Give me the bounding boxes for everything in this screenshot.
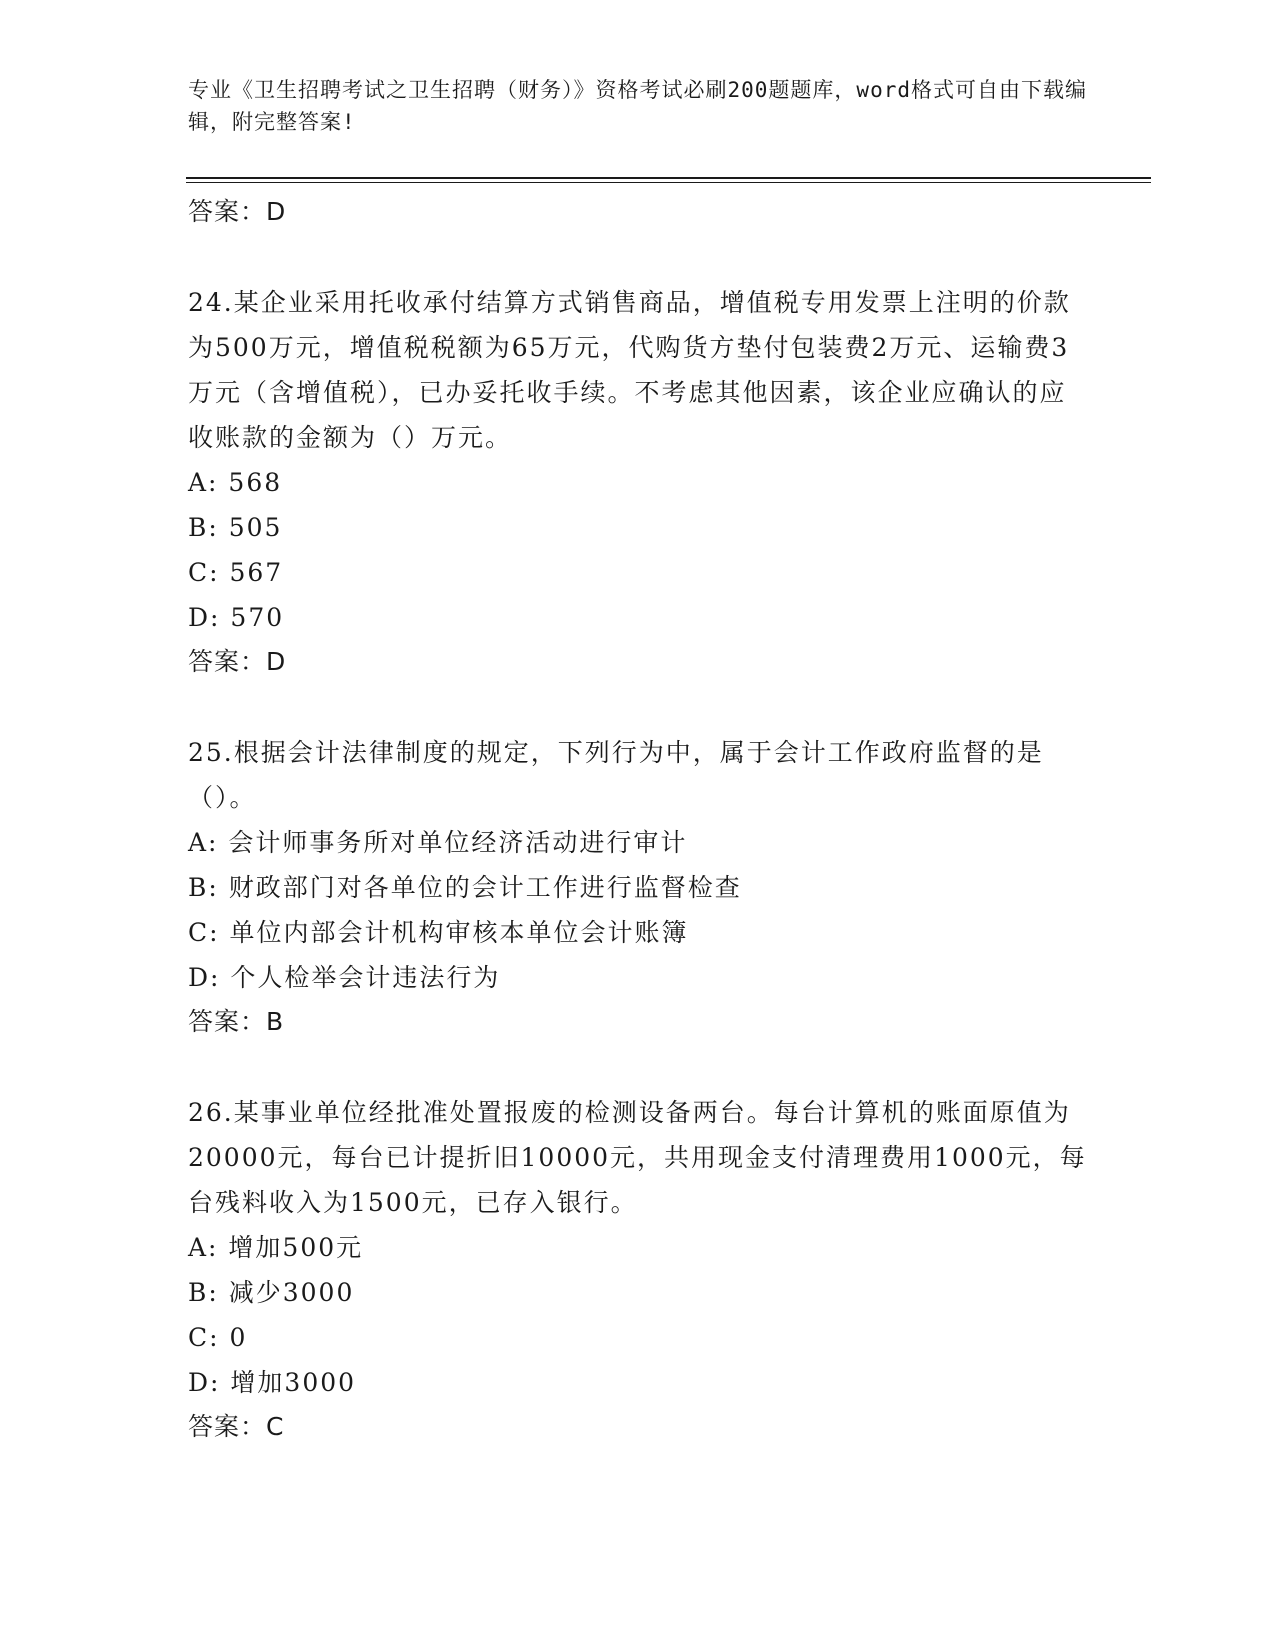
question-26-option-b: B: 减少3000 [188,1278,355,1307]
question-24-option-c: C: 567 [188,558,284,587]
question-25-option-a: A: 会计师事务所对单位经济活动进行审计 [188,828,688,857]
question-26-option-c: C: 0 [188,1323,248,1352]
question-24-text: 24.某企业采用托收承付结算方式销售商品，增值税专用发票上注明的价款为500万元，增值税税额为65万元，代购货方垫付包装费2万元、运输费3万元（含增值税），已办妥托收手续。不考虑其他因素，该企业应确认的应收账款的金额为（）万元。 [188,288,1071,452]
header-divider-thick [186,177,1151,179]
question-list [188,190,1088,1449]
question-26-answer: 答案：C [188,1412,285,1441]
question-26-option-a: A: 增加500元 [188,1233,364,1262]
question-25-option-d: D: 个人检举会计违法行为 [188,963,501,992]
question-25-answer: 答案：B [188,1007,285,1036]
question-24-option-b: B: 505 [188,513,283,542]
question-25-option-c: C: 单位内部会计机构审核本单位会计账簿 [188,918,689,947]
question-25-text: 25.根据会计法律制度的规定，下列行为中，属于会计工作政府监督的是（）。 [188,738,1044,812]
question-26-text: 26.某事业单位经批准处置报废的检测设备两台。每台计算机的账面原值为20000元，每台已计提折旧10000元，共用现金支付清理费用1000元，每台残料收入为1500元，已存入银行。 [188,1098,1087,1217]
question-24-answer: 答案：D [188,647,287,676]
header-divider-thin [186,182,1151,183]
question-26-option-d: D: 增加3000 [188,1368,357,1397]
page-header: 专业《卫生招聘考试之卫生招聘（财务）》资格考试必刷200题题库，word格式可自由下载编辑，附完整答案! [188,78,1087,134]
question-24-option-d: D: 570 [188,603,285,632]
question-24-option-a: A: 568 [188,468,283,497]
question-25-option-b: B: 财政部门对各单位的会计工作进行监督检查 [188,873,742,902]
previous-answer: 答案：D [188,197,287,226]
